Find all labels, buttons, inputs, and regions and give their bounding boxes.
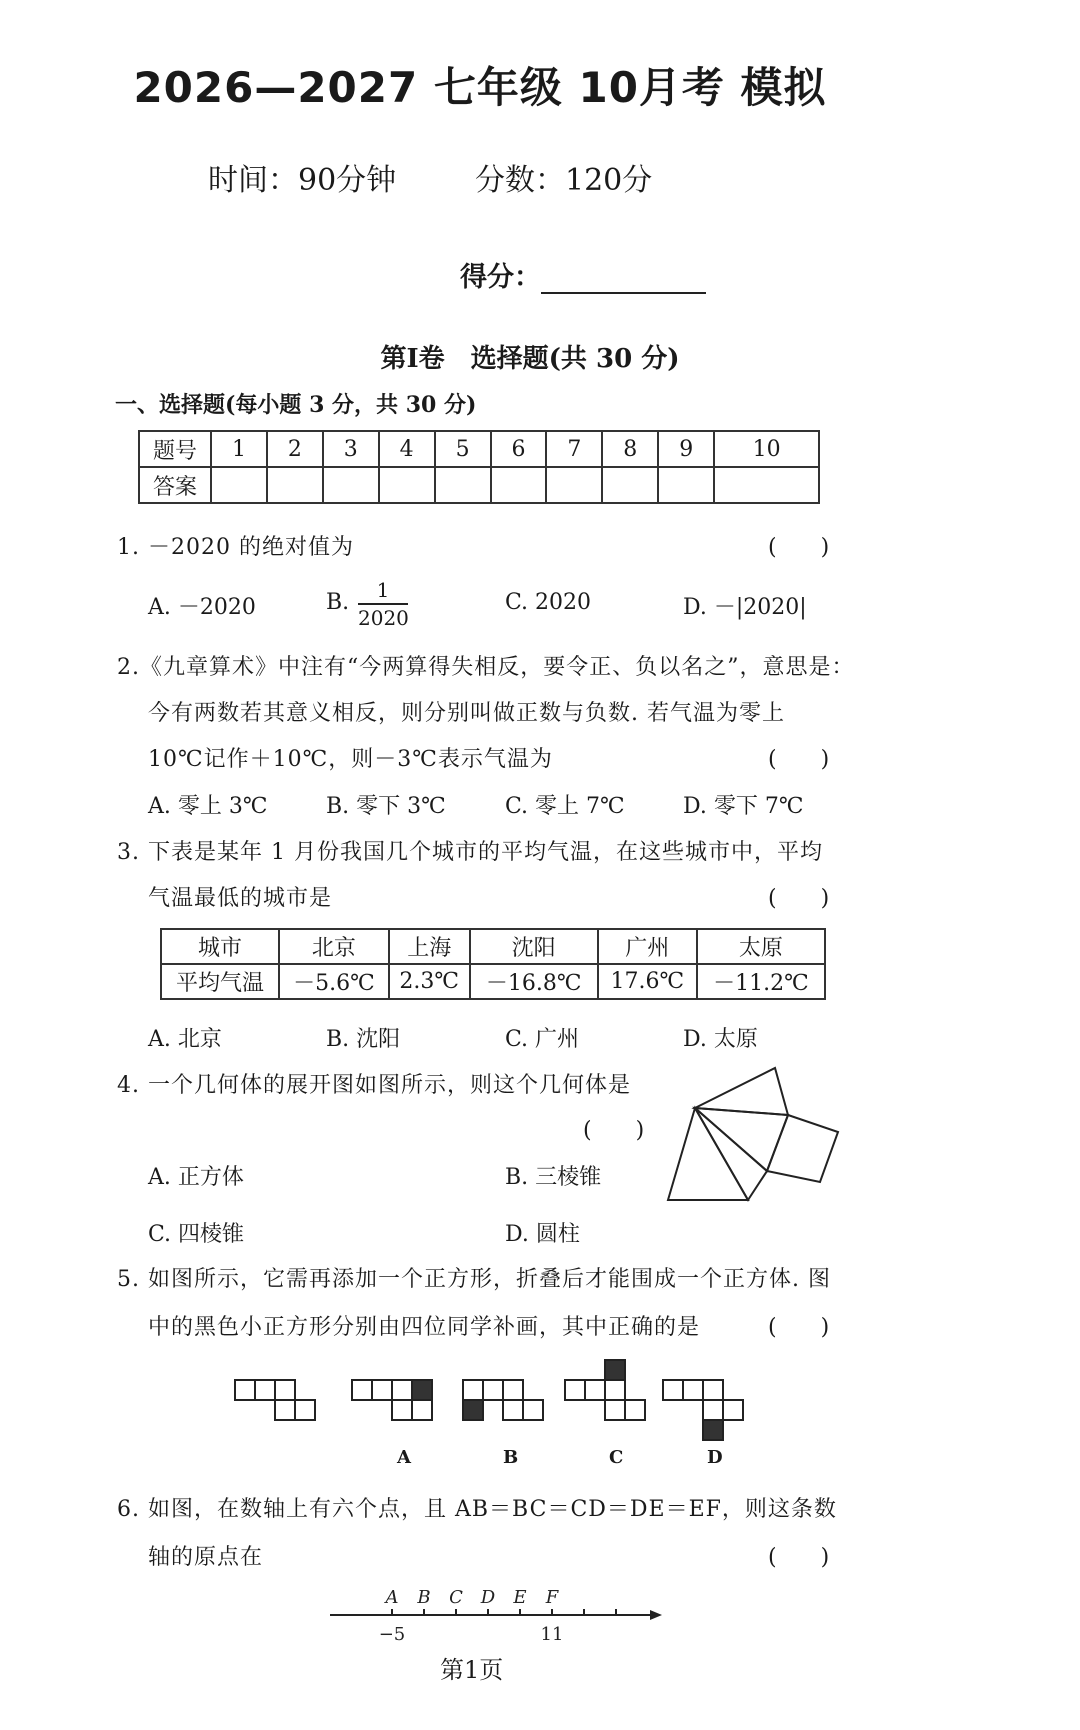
q2-line-1: 2.《九章算术》中注有“今两算得失相反，要令正、负以名之”，意思是： — [117, 655, 855, 680]
answer-cell[interactable] — [323, 467, 379, 503]
page-number: 第1页 — [440, 1656, 504, 1684]
q3-option-d: D. 太原 — [683, 1027, 758, 1052]
fraction-denominator: 2020 — [358, 606, 409, 630]
point-label-b: B — [417, 1587, 431, 1608]
q3-option-b: B. 沈阳 — [326, 1027, 401, 1052]
table-cell: －5.6℃ — [279, 964, 389, 999]
table-header-cell: 广州 — [598, 929, 697, 964]
answer-cell[interactable] — [714, 467, 819, 503]
answer-table-number: 9 — [658, 431, 714, 467]
answer-table-number: 4 — [379, 431, 435, 467]
net-square — [767, 1115, 838, 1182]
score-label: 得分： — [460, 262, 541, 293]
q4-option-d: D. 圆柱 — [505, 1222, 580, 1247]
cube-nets-figure — [230, 1355, 770, 1450]
net-triangle — [695, 1108, 767, 1200]
fraction-bar — [358, 603, 408, 605]
q5-label-d: D — [707, 1447, 723, 1468]
net-option-b — [463, 1380, 543, 1420]
q2-line-3: 10℃记作＋10℃，则－3℃表示气温为 — [148, 747, 553, 772]
q3-line-2: 气温最低的城市是 — [148, 886, 333, 911]
answer-table-number: 1 — [211, 431, 267, 467]
q4-option-b: B. 三棱锥 — [505, 1165, 602, 1190]
answer-table-number: 2 — [267, 431, 323, 467]
part-title: 一、选择题(每小题 3 分，共 30 分) — [115, 392, 477, 418]
answer-cell[interactable] — [267, 467, 323, 503]
exam-time: 时间：90分钟 — [208, 163, 397, 198]
q5-label-a: A — [397, 1447, 411, 1468]
point-label-e: E — [513, 1587, 527, 1608]
answer-table-number: 3 — [323, 431, 379, 467]
q1-option-c: C. 2020 — [505, 590, 592, 615]
q1-option-a: A. －2020 — [148, 595, 256, 620]
table-cell: 2.3℃ — [389, 964, 470, 999]
answer-table-number: 8 — [602, 431, 658, 467]
q4-option-a: A. 正方体 — [148, 1165, 244, 1190]
net-option-d — [663, 1380, 743, 1440]
net-triangle — [668, 1108, 748, 1200]
point-label-d: D — [480, 1587, 496, 1608]
table-cell: 平均气温 — [161, 964, 279, 999]
q4-option-c: C. 四棱锥 — [148, 1222, 245, 1247]
answer-cell[interactable] — [211, 467, 267, 503]
arrow-icon — [650, 1610, 662, 1620]
q2-answer-paren: ( ) — [768, 747, 830, 772]
q1-option-b-fraction — [358, 578, 408, 630]
q2-option-a: A. 零上 3℃ — [148, 794, 268, 819]
answer-cell[interactable] — [491, 467, 547, 503]
q5-label-c: C — [609, 1447, 624, 1468]
q1-option-b-label: B. — [326, 590, 350, 615]
q4-stem: 4. 一个几何体的展开图如图所示，则这个几何体是 — [117, 1073, 631, 1098]
q5-line-2: 中的黑色小正方形分别由四位同学补画，其中正确的是 — [148, 1315, 701, 1340]
q1-option-d: D. －|2020| — [683, 595, 807, 620]
tick-label-right: 11 — [540, 1624, 564, 1645]
table-header-cell: 上海 — [389, 929, 470, 964]
point-label-a: A — [385, 1587, 399, 1608]
table-header-cell: 城市 — [161, 929, 279, 964]
net-option-c — [565, 1360, 645, 1420]
answer-cell[interactable] — [602, 467, 658, 503]
pyramid-net-figure — [660, 1060, 850, 1210]
answer-table-header-label: 题号 — [139, 431, 211, 467]
answer-table-number: 6 — [491, 431, 547, 467]
q6-line-1: 6. 如图，在数轴上有六个点，且 AB＝BC＝CD＝DE＝EF，则这条数 — [117, 1497, 837, 1522]
answer-cell[interactable] — [546, 467, 602, 503]
q2-option-b: B. 零下 3℃ — [326, 794, 446, 819]
table-cell: －11.2℃ — [697, 964, 825, 999]
exam-title: 2026—2027 七年级 10月考 模拟 — [133, 63, 827, 112]
table-cell: －16.8℃ — [470, 964, 598, 999]
net-option-a — [352, 1380, 432, 1420]
fraction-numerator: 1 — [376, 578, 390, 602]
score-blank — [541, 268, 706, 294]
exam-total-score: 分数：120分 — [475, 163, 653, 198]
answer-table — [138, 430, 820, 504]
q5-answer-paren: ( ) — [768, 1315, 830, 1340]
answer-cell[interactable] — [379, 467, 435, 503]
answer-cell[interactable] — [435, 467, 491, 503]
q6-answer-paren: ( ) — [768, 1545, 830, 1570]
q3-answer-paren: ( ) — [768, 886, 830, 911]
city-temperature-table — [160, 928, 826, 1000]
q2-line-2: 今有两数若其意义相反，则分别叫做正数与负数. 若气温为零上 — [148, 701, 785, 726]
net-triangle — [695, 1108, 788, 1171]
q2-option-c: C. 零上 7℃ — [505, 794, 625, 819]
q3-line-1: 3. 下表是某年 1 月份我国几个城市的平均气温，在这些城市中，平均 — [117, 840, 823, 865]
base-net — [235, 1380, 315, 1420]
table-header-cell: 太原 — [697, 929, 825, 964]
q6-line-2: 轴的原点在 — [148, 1545, 264, 1570]
point-label-c: C — [449, 1587, 463, 1608]
point-label-f: F — [545, 1587, 559, 1608]
tick-label-left: −5 — [378, 1624, 406, 1645]
answer-table-number: 10 — [714, 431, 819, 467]
net-triangle — [695, 1068, 788, 1115]
table-header-cell: 北京 — [279, 929, 389, 964]
table-cell: 17.6℃ — [598, 964, 697, 999]
answer-table-number: 7 — [546, 431, 602, 467]
answer-table-answer-label: 答案 — [139, 467, 211, 503]
q4-answer-paren: ( ) — [583, 1118, 645, 1143]
answer-table-number: 5 — [435, 431, 491, 467]
answer-cell[interactable] — [658, 467, 714, 503]
q3-option-c: C. 广州 — [505, 1027, 580, 1052]
score-field — [460, 255, 706, 294]
section-title: 第Ⅰ卷 选择题(共 30 分) — [380, 344, 680, 374]
q5-line-1: 5. 如图所示，它需再添加一个正方形，折叠后才能围成一个正方体. 图 — [117, 1267, 831, 1292]
q1-stem: 1. －2020 的绝对值为 — [117, 535, 354, 560]
q3-option-a: A. 北京 — [148, 1027, 222, 1052]
q1-answer-paren: ( ) — [768, 535, 830, 560]
q2-option-d: D. 零下 7℃ — [683, 794, 804, 819]
q5-label-b: B — [503, 1447, 519, 1468]
table-header-cell: 沈阳 — [470, 929, 598, 964]
